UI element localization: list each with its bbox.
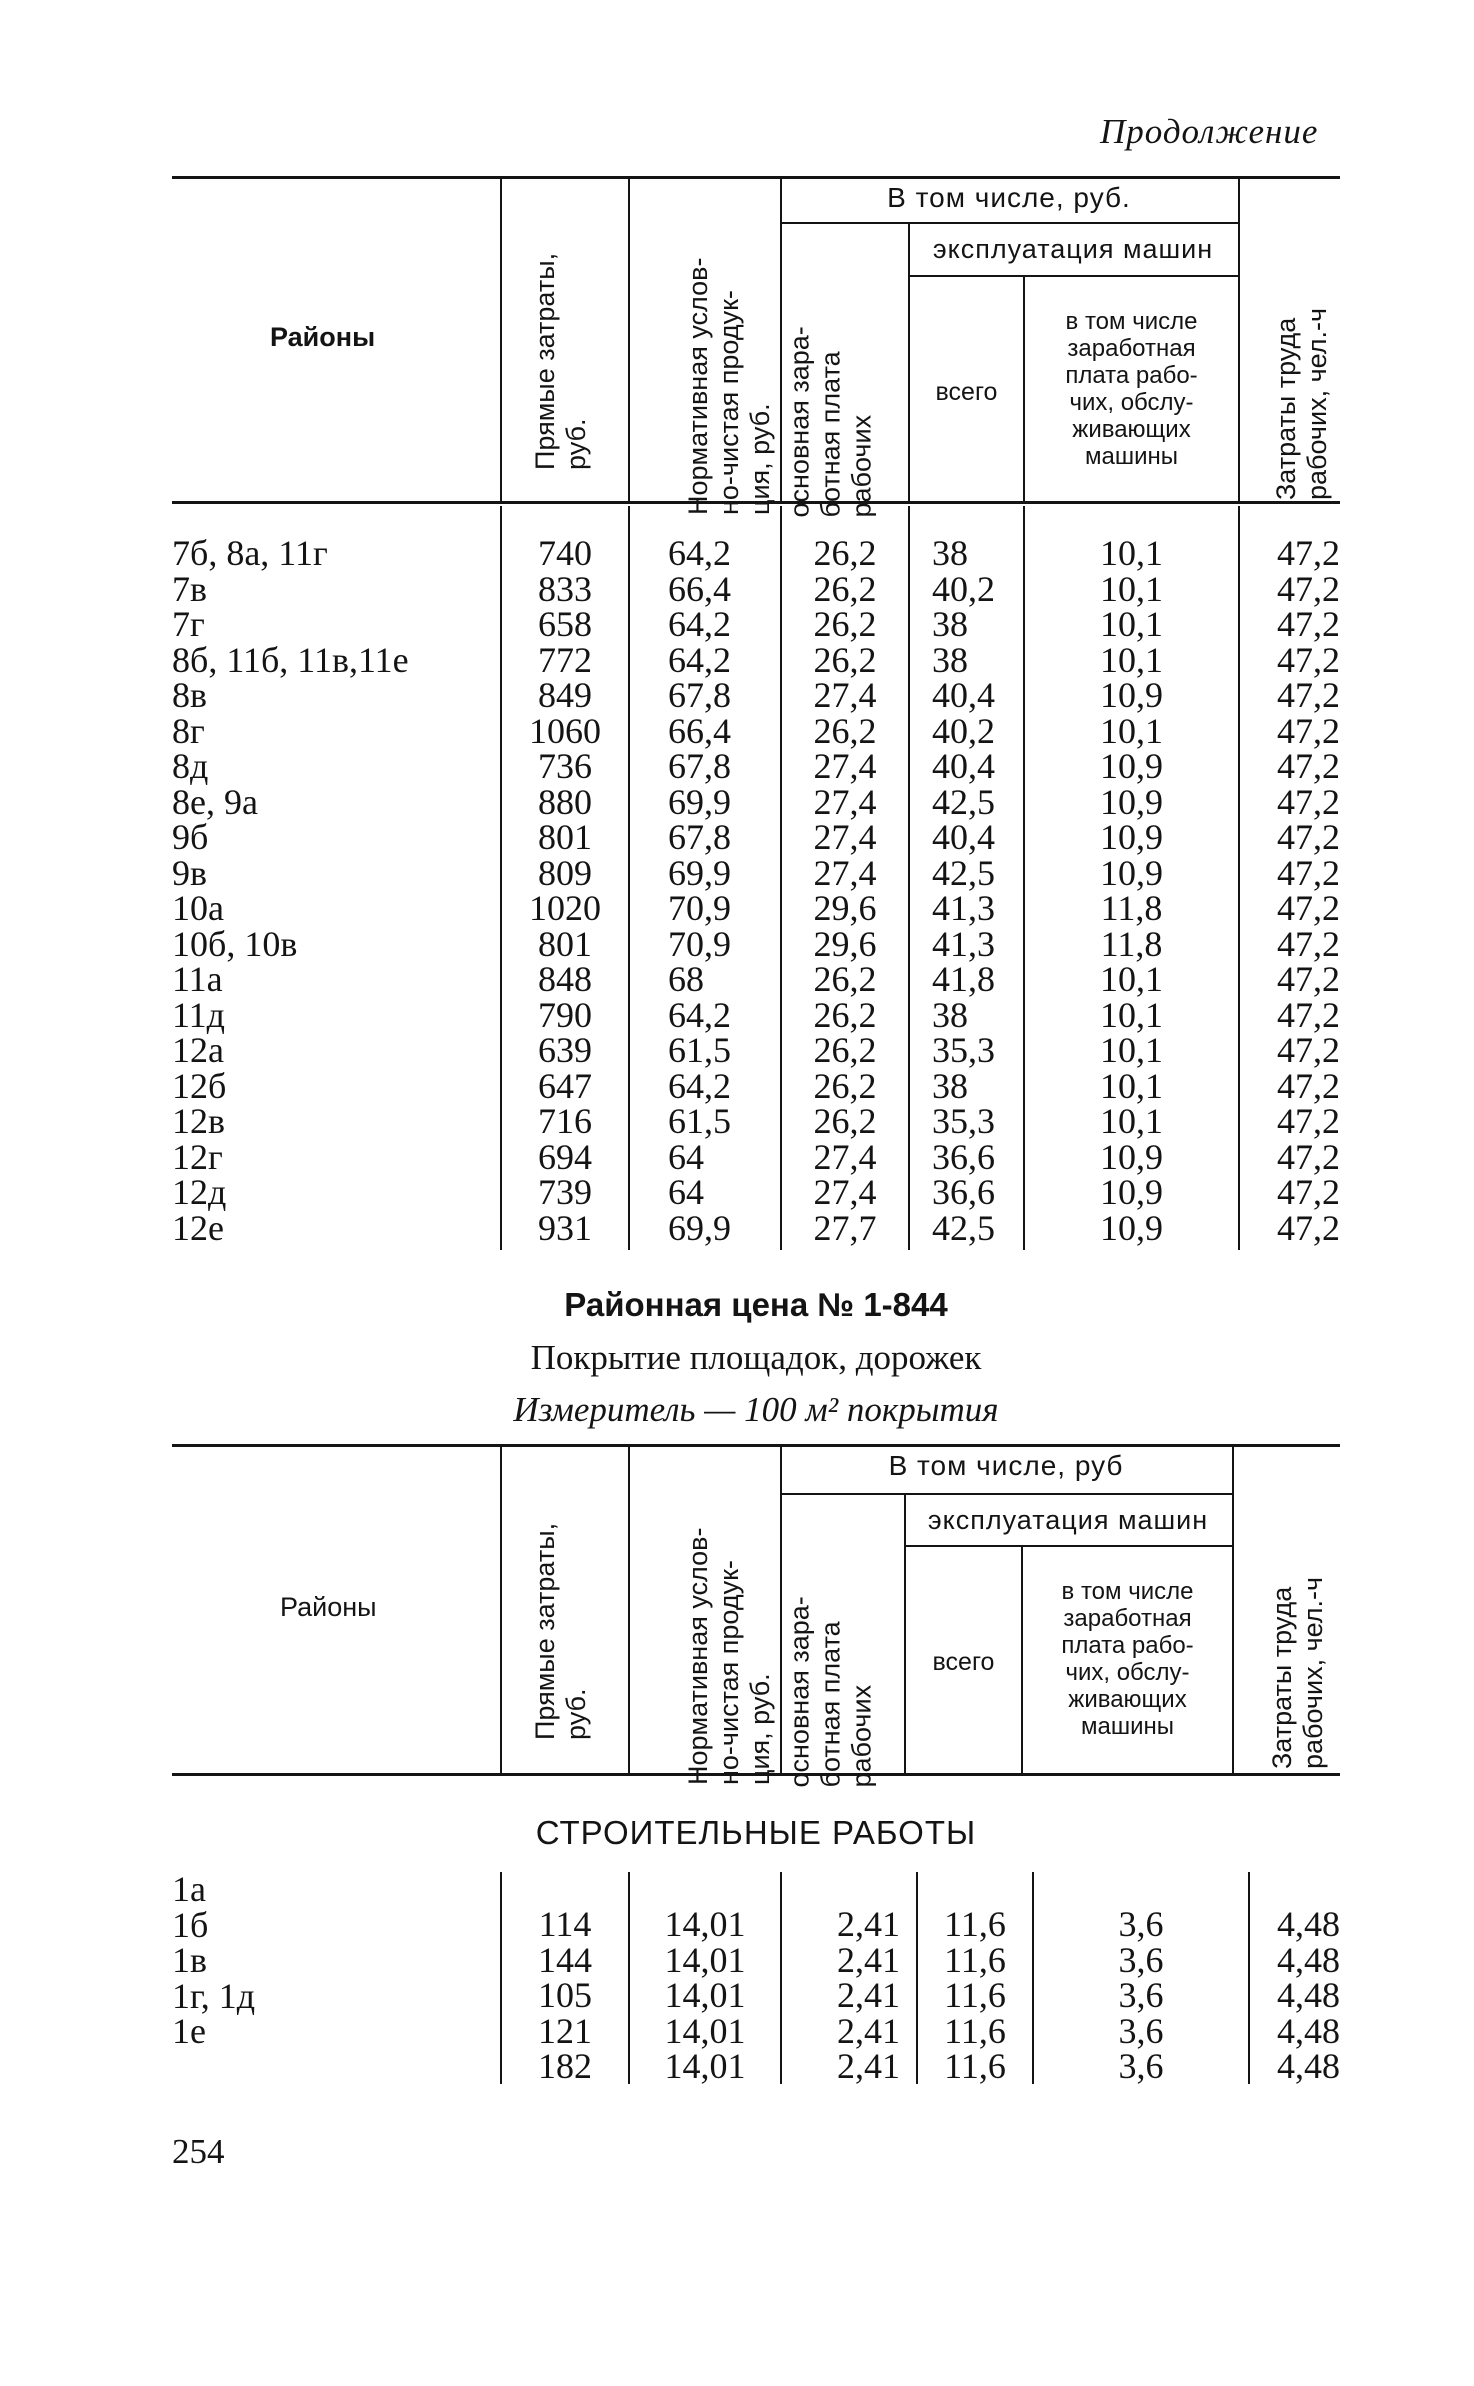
table-cell: 42,5	[932, 1207, 995, 1248]
table-cell: 47,2	[1277, 568, 1340, 609]
table-cell: 35,3	[932, 1030, 995, 1070]
table-cell: 47,2	[1277, 923, 1340, 964]
table-cell: 47,2	[1277, 746, 1340, 786]
table-cell: 736	[538, 746, 592, 786]
header-direct-costs-text: Прямые затраты, руб.	[530, 252, 591, 470]
table-cell: 11,6	[944, 1975, 1006, 2015]
table-cell: 26,2	[813, 1065, 877, 1106]
column-normative	[668, 533, 778, 1248]
table-cell: 40,2	[932, 710, 995, 751]
table-cell: 809	[538, 852, 592, 893]
table-cell: 4,48	[1277, 1904, 1340, 1944]
table-cell: 27,4	[813, 746, 877, 786]
divider	[908, 506, 910, 1250]
table-cell: 26,2	[813, 959, 877, 999]
table-cell: 29,6	[813, 923, 877, 964]
table-cell: 10,1	[1100, 568, 1163, 609]
table-cell: 47,2	[1277, 1136, 1340, 1177]
column-base-wage	[782, 533, 908, 1248]
table-cell: 4,48	[1277, 2010, 1340, 2051]
table-cell: 36,6	[932, 1172, 995, 1212]
table-cell: 47,2	[1277, 1030, 1340, 1070]
table-cell: 11,6	[944, 2010, 1006, 2051]
column-incl-wage	[1034, 1904, 1248, 2086]
table-cell: 47,2	[1277, 1207, 1340, 1248]
table-cell: 38	[932, 639, 968, 680]
table-cell: 801	[538, 817, 592, 857]
table-cell: 26,2	[813, 568, 877, 609]
table-cell: 26,2	[813, 1101, 877, 1141]
table-cell: 26,2	[813, 604, 877, 644]
table-cell: 121	[538, 2010, 592, 2051]
table-cell: 47,2	[1277, 533, 1340, 573]
table-cell: 47,2	[1277, 710, 1340, 751]
table-cell: 69,9	[668, 852, 731, 893]
divider	[628, 506, 630, 1250]
table-row-district: 8б, 11б, 11в,11е	[172, 639, 409, 680]
header-including: В том числе, руб	[888, 1450, 1124, 1481]
header-incl-wage: в том числе заработная плата рабо- чих, обслу- живающих машины	[1065, 308, 1198, 470]
table-cell: 11,8	[1100, 923, 1163, 964]
table-cell: 114	[538, 1904, 592, 1944]
table-cell: 2,41	[837, 2010, 900, 2051]
table-cell: 41,8	[932, 959, 995, 999]
table-cell: 647	[538, 1065, 592, 1106]
column-districts	[172, 533, 492, 1248]
table-cell: 27,4	[813, 1172, 877, 1212]
header-machine-ops: эксплуатация машин	[927, 1505, 1209, 1535]
table-cell: 658	[538, 604, 592, 644]
table-row-district: 1а	[172, 1869, 206, 1909]
table-row-district: 1в	[172, 1940, 207, 1980]
table-cell: 67,8	[668, 746, 731, 786]
divider	[780, 1493, 1232, 1495]
table-cell: 47,2	[1277, 959, 1340, 999]
divider	[1238, 178, 1240, 503]
table-cell: 61,5	[668, 1030, 731, 1070]
column-normative	[630, 1904, 780, 2086]
table-cell: 10,1	[1100, 639, 1163, 680]
table-cell: 64,2	[668, 533, 731, 573]
table-cell: 4,48	[1277, 1939, 1340, 1980]
table-cell: 66,4	[668, 568, 731, 609]
table-cell: 10,1	[1100, 959, 1163, 999]
table-cell: 10,9	[1100, 852, 1163, 893]
table-row-district: 12д	[172, 1172, 227, 1212]
table-cell: 10,9	[1100, 746, 1163, 786]
divider	[908, 275, 1238, 277]
table-cell: 40,4	[932, 817, 995, 857]
table-cell: 716	[538, 1101, 592, 1141]
table-cell: 790	[538, 994, 592, 1035]
table-row-district: 8д	[172, 746, 209, 786]
table-cell: 10,1	[1100, 1101, 1163, 1141]
column-direct	[502, 1904, 628, 2086]
table-cell: 10,1	[1100, 710, 1163, 751]
table-cell: 26,2	[813, 710, 877, 751]
table-cell: 64,2	[668, 604, 731, 644]
table-cell: 27,4	[813, 817, 877, 857]
table-row-district: 7в	[172, 568, 207, 609]
table-cell: 47,2	[1277, 994, 1340, 1035]
header-labor-text: Затраты труда рабочих, чел.-ч	[1271, 307, 1332, 500]
table-cell: 4,48	[1277, 2046, 1340, 2086]
table-cell: 2,41	[837, 1975, 900, 2015]
table-row-district: 7г	[172, 604, 205, 644]
header-direct-costs	[530, 1490, 600, 1740]
table-cell: 47,2	[1277, 1101, 1340, 1141]
header-labor	[1267, 1529, 1337, 1769]
table-cell: 3,6	[1118, 1975, 1164, 2015]
table-cell: 41,3	[932, 923, 995, 964]
table-cell: 26,2	[813, 639, 877, 680]
column-incl-wage	[1025, 533, 1238, 1248]
table-cell: 739	[538, 1172, 592, 1212]
table-cell: 14,01	[664, 1975, 746, 2015]
header-base-wage-text: основная зара- ботная плата рабочих	[784, 326, 877, 518]
table-cell: 833	[538, 568, 592, 609]
divider	[628, 1446, 630, 1774]
table-cell: 11,6	[944, 1939, 1006, 1980]
header-total: всего	[935, 378, 998, 406]
table-cell: 36,6	[932, 1136, 995, 1177]
table-cell: 4,48	[1277, 1975, 1340, 2015]
table-row-district: 8г	[172, 710, 205, 751]
table-cell: 880	[538, 781, 592, 822]
measure-line: Измеритель — 100 м² покрытия	[513, 1390, 999, 1429]
section-subtitle: Покрытие площадок, дорожек	[530, 1338, 982, 1377]
header-base-wage	[785, 298, 880, 518]
table-row-district: 12е	[172, 1207, 224, 1248]
table-cell: 70,9	[668, 923, 731, 964]
table-row-district: 7б, 8а, 11г	[172, 533, 328, 573]
divider	[1232, 1446, 1234, 1774]
table-cell: 14,01	[664, 1904, 746, 1944]
table-cell: 42,5	[932, 781, 995, 822]
table-cell: 772	[538, 639, 592, 680]
table-cell: 66,4	[668, 710, 731, 751]
table-cell: 69,9	[668, 781, 731, 822]
table-cell: 47,2	[1277, 1065, 1340, 1106]
table-cell: 68	[668, 959, 704, 999]
table-cell: 27,4	[813, 1136, 877, 1177]
table-cell: 47,2	[1277, 817, 1340, 857]
table-cell: 47,2	[1277, 604, 1340, 644]
table-cell: 41,3	[932, 888, 995, 928]
table-row-district: 10а	[172, 888, 224, 928]
table-cell: 27,4	[813, 675, 877, 715]
header-direct-costs	[530, 220, 600, 470]
table-cell: 42,5	[932, 852, 995, 893]
table-row-district: 11д	[172, 994, 225, 1035]
table-cell: 2,41	[837, 1939, 900, 1980]
table-row-district: 9в	[172, 852, 207, 893]
table-cell: 3,6	[1118, 2010, 1164, 2051]
column-total	[918, 1904, 1032, 2086]
table-cell: 1060	[529, 710, 601, 751]
column-labor	[1240, 533, 1340, 1248]
table-cell: 38	[932, 994, 968, 1035]
table-cell: 38	[932, 533, 968, 573]
table-cell: 29,6	[813, 888, 877, 928]
table-cell: 848	[538, 959, 592, 999]
table-cell: 14,01	[664, 2046, 746, 2086]
table-cell: 40,2	[932, 568, 995, 609]
table-cell: 740	[538, 533, 592, 573]
table-cell: 1020	[529, 888, 601, 928]
table-cell: 64	[668, 1172, 704, 1212]
table-cell: 10,9	[1100, 1172, 1163, 1212]
header-districts: Районы	[270, 322, 376, 352]
table-cell: 69,9	[668, 1207, 731, 1248]
table-cell: 639	[538, 1030, 592, 1070]
table2-top-rule	[172, 1444, 1340, 1447]
divider	[500, 178, 502, 503]
table-cell: 47,2	[1277, 639, 1340, 680]
table-cell: 27,4	[813, 852, 877, 893]
table-cell: 14,01	[664, 1939, 746, 1980]
header-direct-costs-text: Прямые затраты, руб.	[530, 1522, 591, 1740]
divider	[628, 178, 630, 503]
table-cell: 2,41	[837, 1904, 900, 1944]
column-total	[932, 533, 1022, 1248]
divider	[780, 222, 1238, 224]
table-cell: 47,2	[1277, 1172, 1340, 1212]
table-cell: 27,7	[813, 1207, 877, 1248]
table-cell: 10,1	[1100, 1030, 1163, 1070]
price-title: Районная цена № 1-844	[564, 1286, 948, 1323]
table-row-district: 8е, 9а	[172, 781, 258, 822]
table1-top-rule	[172, 176, 1340, 179]
column-base-wage	[782, 1904, 900, 2086]
table-cell: 801	[538, 923, 592, 964]
table-cell: 105	[538, 1975, 592, 2015]
column-direct	[502, 533, 628, 1248]
table-cell: 47,2	[1277, 781, 1340, 822]
table-row-district: 1б	[172, 1904, 209, 1945]
header-machine-ops: эксплуатация машин	[932, 234, 1214, 264]
table-cell: 61,5	[668, 1101, 731, 1141]
table-cell: 144	[538, 1939, 592, 1980]
table-cell: 38	[932, 1065, 968, 1106]
table-cell: 11,6	[944, 2046, 1006, 2086]
table-cell: 10,1	[1100, 994, 1163, 1035]
table-cell: 849	[538, 675, 592, 715]
table-cell: 10,9	[1100, 675, 1163, 715]
table-cell: 40,4	[932, 746, 995, 786]
table-cell: 3,6	[1118, 1939, 1164, 1980]
table-row-district: 1г, 1д	[172, 1975, 256, 2016]
table-cell: 11,6	[944, 1904, 1006, 1944]
table-cell: 67,8	[668, 817, 731, 857]
table-cell: 3,6	[1118, 2046, 1164, 2086]
table-row-district: 10б, 10в	[172, 923, 298, 964]
table-row-district: 12а	[172, 1030, 224, 1070]
header-districts: Районы	[280, 1592, 377, 1622]
table-cell: 2,41	[837, 2046, 900, 2086]
header-normative	[683, 205, 783, 515]
group-title: СТРОИТЕЛЬНЫЕ РАБОТЫ	[535, 1814, 977, 1851]
table-cell: 67,8	[668, 675, 731, 715]
table-cell: 11,8	[1100, 888, 1163, 928]
table-cell: 14,01	[664, 2010, 746, 2051]
header-including: В том числе, руб.	[887, 182, 1131, 213]
table-cell: 10,9	[1100, 1136, 1163, 1177]
table-cell: 70,9	[668, 888, 731, 928]
table-row-district: 8в	[172, 675, 207, 715]
table-row-district: 1е	[172, 2011, 206, 2051]
table-cell: 27,4	[813, 781, 877, 822]
header-normative-text: Нормативная услов- но-чистая продук- ция, руб.	[683, 257, 775, 515]
table-cell: 182	[538, 2046, 592, 2086]
table-cell: 931	[538, 1207, 592, 1248]
continuation-label: Продолжение	[1100, 112, 1319, 151]
column-districts	[172, 1869, 492, 2051]
table-cell: 64	[668, 1136, 704, 1177]
table-cell: 35,3	[932, 1101, 995, 1141]
table-cell: 26,2	[813, 994, 877, 1035]
table-cell: 3,6	[1118, 1904, 1164, 1944]
table-cell: 10,1	[1100, 1065, 1163, 1106]
table-cell: 38	[932, 604, 968, 644]
table-cell: 47,2	[1277, 675, 1340, 715]
header-base-wage-text: основная зара- ботная плата рабочих	[784, 1596, 877, 1788]
table-cell: 10,1	[1100, 533, 1163, 573]
table-cell: 64,2	[668, 639, 731, 680]
table-cell: 64,2	[668, 1065, 731, 1106]
header-base-wage	[785, 1568, 880, 1788]
table-row-district: 12г	[172, 1136, 223, 1177]
table-row-district: 9б	[172, 817, 209, 857]
table-cell: 10,9	[1100, 817, 1163, 857]
header-incl-wage: в том числе заработная плата рабо- чих, обслу- живающих машины	[1061, 1578, 1194, 1740]
header-total: всего	[932, 1648, 995, 1676]
table-row-district: 11а	[172, 959, 223, 999]
table-cell: 10,9	[1100, 1207, 1163, 1248]
table-cell: 47,2	[1277, 852, 1340, 893]
table-row-district: 12б	[172, 1065, 227, 1106]
table-cell: 47,2	[1277, 888, 1340, 928]
header-labor	[1271, 260, 1341, 500]
page-number: 254	[172, 2132, 225, 2171]
divider	[904, 1545, 1232, 1547]
table-cell: 40,4	[932, 675, 995, 715]
table-cell: 694	[538, 1136, 592, 1177]
header-labor-text: Затраты труда рабочих, чел.-ч	[1267, 1576, 1328, 1769]
table-cell: 26,2	[813, 533, 877, 573]
table-cell: 26,2	[813, 1030, 877, 1070]
table-row-district: 12в	[172, 1101, 225, 1141]
header-normative	[683, 1475, 783, 1785]
header-normative-text: Нормативная услов- но-чистая продук- ция, руб.	[683, 1527, 775, 1785]
table-cell: 64,2	[668, 994, 731, 1035]
column-labor	[1250, 1904, 1340, 2086]
table-cell: 10,1	[1100, 604, 1163, 644]
table-cell: 10,9	[1100, 781, 1163, 822]
divider	[500, 1446, 502, 1774]
